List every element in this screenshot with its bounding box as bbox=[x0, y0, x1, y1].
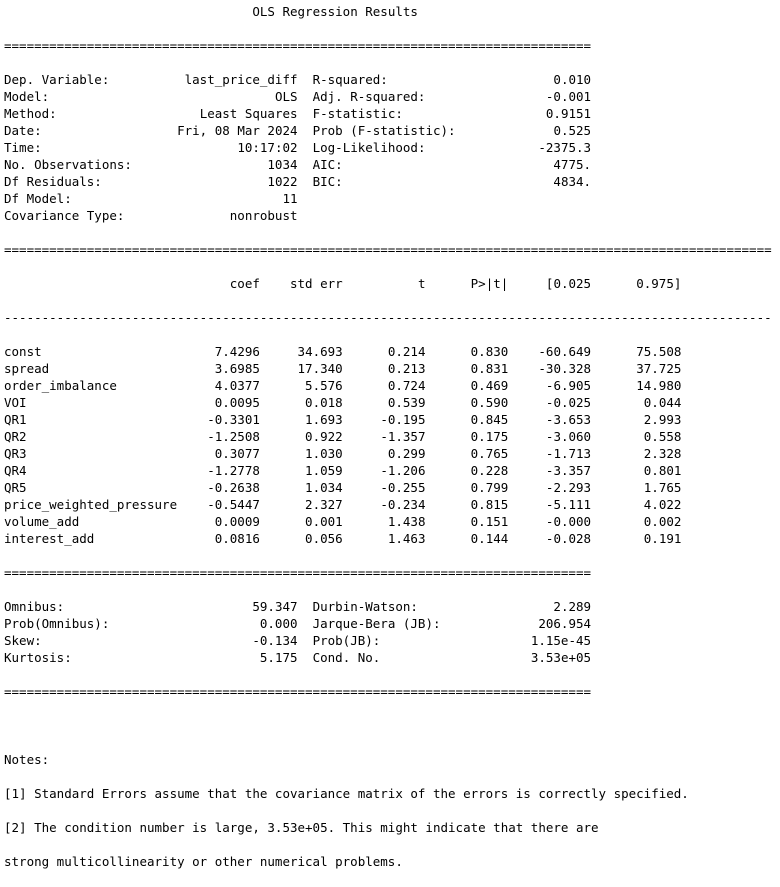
right-label: Durbin-Watson: bbox=[312, 599, 418, 614]
coef-row bbox=[4, 411, 772, 428]
summary-row bbox=[4, 139, 772, 156]
diagnostics-block bbox=[4, 598, 772, 666]
coef-value: 0.469 bbox=[470, 378, 509, 393]
left-value: OLS bbox=[274, 89, 298, 104]
coef-value: 0.724 bbox=[387, 378, 426, 393]
right-label: Prob(JB): bbox=[312, 633, 381, 648]
rule-coef-header: ------------------------------------------------------------------------------------------------------ bbox=[4, 310, 772, 325]
right-value: 4834. bbox=[553, 174, 592, 189]
right-label: Adj. R-squared: bbox=[312, 89, 426, 104]
coef-value: 0.228 bbox=[470, 463, 509, 478]
coef-value: 0.299 bbox=[387, 446, 426, 461]
coef-value: 1.034 bbox=[305, 480, 343, 495]
coef-header-row bbox=[4, 275, 772, 292]
coef-value: -30.328 bbox=[538, 361, 592, 376]
ols-report bbox=[4, 3, 772, 887]
summary-row bbox=[4, 173, 772, 190]
coef-value: -0.3301 bbox=[207, 412, 260, 427]
note-line: [2] The condition number is large, 3.53e+05. This might indicate that there are bbox=[4, 820, 599, 835]
left-label: No. Observations: bbox=[4, 157, 132, 172]
coef-value: 34.693 bbox=[297, 344, 343, 359]
left-label: Model: bbox=[4, 89, 50, 104]
coef-value: -3.653 bbox=[545, 412, 592, 427]
right-label: Cond. No. bbox=[312, 650, 381, 665]
coef-row bbox=[4, 394, 772, 411]
variable-name: QR3 bbox=[4, 446, 27, 461]
left-value: 59.347 bbox=[252, 599, 298, 614]
right-label: Prob (F-statistic): bbox=[312, 123, 456, 138]
diagnostics-row bbox=[4, 632, 772, 649]
coef-value: 1.030 bbox=[305, 446, 343, 461]
variable-name: order_imbalance bbox=[4, 378, 117, 393]
coef-value: 0.765 bbox=[470, 446, 509, 461]
coef-value: 2.328 bbox=[643, 446, 682, 461]
report-title-line bbox=[4, 3, 772, 20]
coef-value: 5.576 bbox=[305, 378, 343, 393]
variable-name: spread bbox=[4, 361, 50, 376]
right-label: AIC: bbox=[312, 157, 343, 172]
coef-value: 0.044 bbox=[643, 395, 682, 410]
right-value: 4775. bbox=[553, 157, 592, 172]
coef-value: 0.018 bbox=[305, 395, 343, 410]
coef-value: -0.2638 bbox=[207, 480, 260, 495]
left-label: Prob(Omnibus): bbox=[4, 616, 110, 631]
coef-value: 3.6985 bbox=[214, 361, 260, 376]
summary-row bbox=[4, 88, 772, 105]
coef-value: -1.2778 bbox=[207, 463, 260, 478]
coef-value: -0.255 bbox=[380, 480, 426, 495]
variable-name: const bbox=[4, 344, 42, 359]
coef-value: 17.340 bbox=[297, 361, 343, 376]
coef-value: 0.001 bbox=[305, 514, 343, 529]
coef-value: 0.0009 bbox=[214, 514, 260, 529]
coef-value: -0.025 bbox=[545, 395, 592, 410]
variable-name: price_weighted_pressure bbox=[4, 497, 178, 512]
coef-value: -6.905 bbox=[545, 378, 592, 393]
coef-value: 0.0816 bbox=[214, 531, 260, 546]
coef-value: 0.801 bbox=[643, 463, 682, 478]
right-value: 1.15e-45 bbox=[530, 633, 592, 648]
left-label: Method: bbox=[4, 106, 57, 121]
coef-value: 1.765 bbox=[643, 480, 682, 495]
left-label: Df Model: bbox=[4, 191, 72, 206]
rule-diag-bottom: ============================================================================== bbox=[4, 684, 591, 699]
left-label: Skew: bbox=[4, 633, 42, 648]
right-value: -2375.3 bbox=[538, 140, 592, 155]
variable-name: interest_add bbox=[4, 531, 95, 546]
rule-coef-top: ====================================================================================================== bbox=[4, 242, 772, 257]
right-value: 2.289 bbox=[553, 599, 592, 614]
coef-row bbox=[4, 513, 772, 530]
coef-value: 0.144 bbox=[470, 531, 509, 546]
coef-value: 0.214 bbox=[387, 344, 426, 359]
left-value: last_price_diff bbox=[184, 72, 298, 87]
coef-value: -5.111 bbox=[545, 497, 592, 512]
coef-value: 0.191 bbox=[643, 531, 682, 546]
rule-top: ============================================================================== bbox=[4, 38, 591, 53]
diagnostics-row bbox=[4, 615, 772, 632]
coef-row bbox=[4, 530, 772, 547]
coef-value: -0.234 bbox=[380, 497, 426, 512]
left-value: -0.134 bbox=[252, 633, 298, 648]
coef-value: 0.831 bbox=[470, 361, 509, 376]
summary-row bbox=[4, 122, 772, 139]
left-value: nonrobust bbox=[229, 208, 298, 223]
left-value: 5.175 bbox=[259, 650, 298, 665]
coef-header-cell: t bbox=[417, 276, 426, 291]
coef-value: 4.022 bbox=[643, 497, 682, 512]
coef-value: 0.815 bbox=[470, 497, 509, 512]
variable-name: VOI bbox=[4, 395, 27, 410]
coef-value: 1.693 bbox=[305, 412, 343, 427]
right-label: Log-Likelihood: bbox=[312, 140, 426, 155]
coef-row bbox=[4, 428, 772, 445]
left-label: Dep. Variable: bbox=[4, 72, 110, 87]
coef-value: -1.357 bbox=[380, 429, 426, 444]
report-title: OLS Regression Results bbox=[252, 4, 418, 19]
coef-value: 4.0377 bbox=[214, 378, 260, 393]
variable-name: QR5 bbox=[4, 480, 27, 495]
right-value: 3.53e+05 bbox=[530, 650, 592, 665]
coef-row bbox=[4, 343, 772, 360]
left-value: 0.000 bbox=[259, 616, 298, 631]
right-label: BIC: bbox=[312, 174, 343, 189]
coef-value: 0.056 bbox=[305, 531, 343, 546]
right-value: 206.954 bbox=[538, 616, 592, 631]
coef-value: 0.175 bbox=[470, 429, 509, 444]
coef-value: -0.000 bbox=[545, 514, 592, 529]
left-label: Omnibus: bbox=[4, 599, 65, 614]
coef-value: 0.558 bbox=[643, 429, 682, 444]
rule-diag-top: ============================================================================== bbox=[4, 565, 591, 580]
left-label: Date: bbox=[4, 123, 42, 138]
diagnostics-row bbox=[4, 649, 772, 666]
left-label: Covariance Type: bbox=[4, 208, 125, 223]
coef-value: -3.357 bbox=[545, 463, 592, 478]
left-value: Least Squares bbox=[199, 106, 298, 121]
coef-header-cell: std err bbox=[290, 276, 343, 291]
variable-name: QR1 bbox=[4, 412, 27, 427]
coef-row bbox=[4, 496, 772, 513]
summary-row bbox=[4, 156, 772, 173]
coef-value: -0.028 bbox=[545, 531, 592, 546]
coef-header-cell: [0.025 bbox=[545, 276, 592, 291]
coef-value: 2.993 bbox=[643, 412, 682, 427]
diagnostics-row bbox=[4, 598, 772, 615]
coef-table-body bbox=[4, 343, 772, 547]
coef-value: -1.2508 bbox=[207, 429, 260, 444]
summary-block bbox=[4, 71, 772, 224]
right-label: Jarque-Bera (JB): bbox=[312, 616, 441, 631]
coef-value: 0.539 bbox=[387, 395, 426, 410]
notes-heading: Notes: bbox=[4, 752, 50, 767]
summary-row bbox=[4, 207, 772, 224]
right-label: F-statistic: bbox=[312, 106, 403, 121]
coef-value: -0.5447 bbox=[207, 497, 260, 512]
right-value: -0.001 bbox=[545, 89, 592, 104]
variable-name: QR2 bbox=[4, 429, 27, 444]
coef-value: 0.0095 bbox=[214, 395, 260, 410]
coef-value: -1.713 bbox=[545, 446, 592, 461]
blank-line bbox=[4, 717, 772, 734]
coef-header-cell: 0.975] bbox=[636, 276, 682, 291]
coef-value: 0.830 bbox=[470, 344, 509, 359]
left-value: 11 bbox=[282, 191, 298, 206]
coef-value: 0.590 bbox=[470, 395, 509, 410]
left-value: 10:17:02 bbox=[237, 140, 298, 155]
summary-row bbox=[4, 71, 772, 88]
coef-value: 0.151 bbox=[470, 514, 509, 529]
right-value: 0.010 bbox=[553, 72, 592, 87]
coef-value: -1.206 bbox=[380, 463, 426, 478]
left-label: Df Residuals: bbox=[4, 174, 102, 189]
note-line: strong multicollinearity or other numerical problems. bbox=[4, 854, 403, 869]
coef-value: 0.845 bbox=[470, 412, 509, 427]
coef-row bbox=[4, 360, 772, 377]
left-value: Fri, 08 Mar 2024 bbox=[177, 123, 298, 138]
coef-value: 0.3077 bbox=[214, 446, 260, 461]
coef-value: -2.293 bbox=[545, 480, 592, 495]
left-label: Kurtosis: bbox=[4, 650, 72, 665]
summary-row bbox=[4, 190, 772, 207]
coef-value: 75.508 bbox=[636, 344, 682, 359]
left-label: Time: bbox=[4, 140, 42, 155]
coef-value: 1.438 bbox=[387, 514, 426, 529]
coef-value: 2.327 bbox=[305, 497, 343, 512]
coef-row bbox=[4, 462, 772, 479]
coef-value: 37.725 bbox=[636, 361, 682, 376]
variable-name: QR4 bbox=[4, 463, 27, 478]
note-line: [1] Standard Errors assume that the covariance matrix of the errors is correctly specified. bbox=[4, 786, 689, 801]
coef-value: -60.649 bbox=[538, 344, 592, 359]
left-value: 1034 bbox=[267, 157, 298, 172]
coef-row bbox=[4, 479, 772, 496]
coef-value: 7.4296 bbox=[214, 344, 260, 359]
coef-value: -0.195 bbox=[380, 412, 426, 427]
summary-row bbox=[4, 105, 772, 122]
right-value: 0.9151 bbox=[545, 106, 592, 121]
coef-value: -3.060 bbox=[545, 429, 592, 444]
coef-value: 0.799 bbox=[470, 480, 509, 495]
coef-value: 0.922 bbox=[305, 429, 343, 444]
coef-row bbox=[4, 377, 772, 394]
right-label: R-squared: bbox=[312, 72, 388, 87]
coef-value: 1.059 bbox=[305, 463, 343, 478]
coef-header-cell: P>|t| bbox=[470, 276, 509, 291]
left-value: 1022 bbox=[267, 174, 298, 189]
coef-row bbox=[4, 445, 772, 462]
coef-value: 1.463 bbox=[387, 531, 426, 546]
coef-header-cell: coef bbox=[229, 276, 260, 291]
right-value: 0.525 bbox=[553, 123, 592, 138]
variable-name: volume_add bbox=[4, 514, 80, 529]
coef-value: 0.213 bbox=[387, 361, 426, 376]
coef-value: 0.002 bbox=[643, 514, 682, 529]
coef-value: 14.980 bbox=[636, 378, 682, 393]
